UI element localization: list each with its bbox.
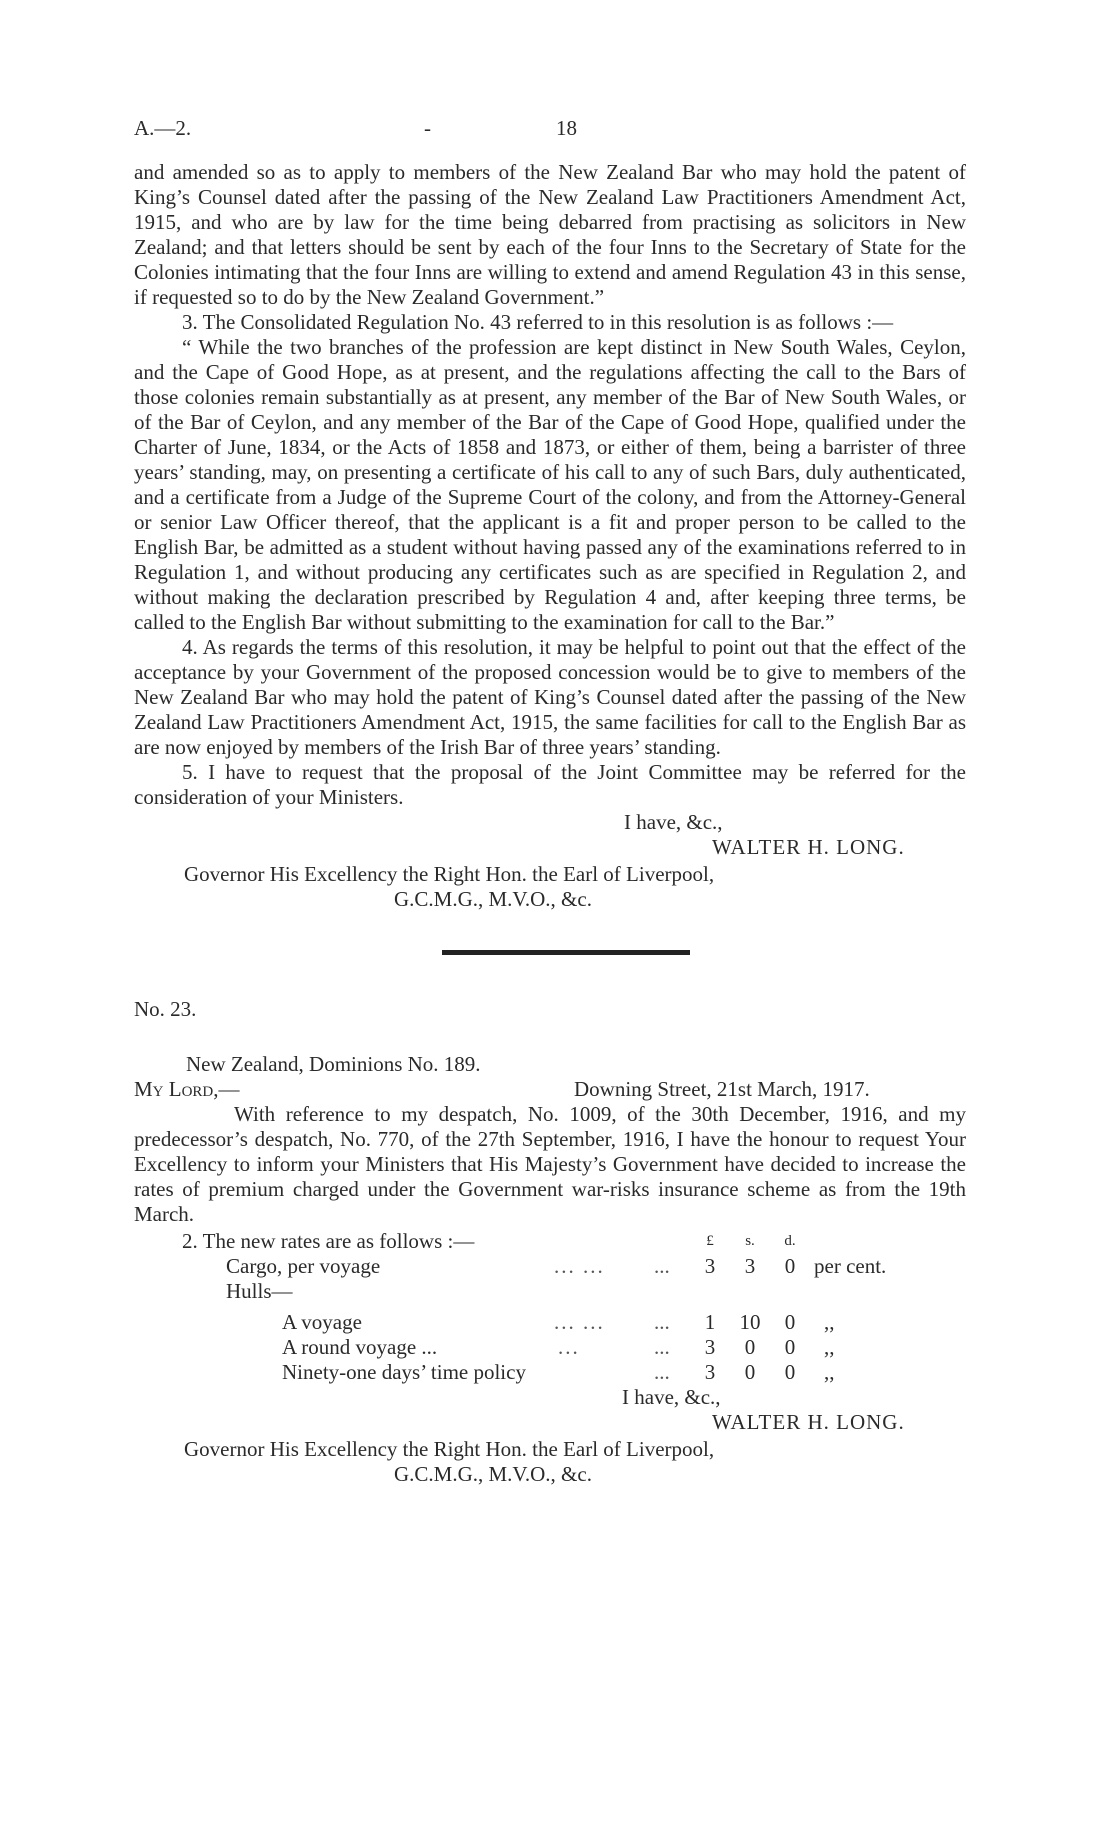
addressee-line-2: G.C.M.G., M.V.O., &c. xyxy=(394,887,592,911)
header-dash: - xyxy=(424,116,431,140)
addressee-line-1: Governor His Excellency the Right Hon. the Earl of Liverpool, xyxy=(184,862,715,886)
rate-pence: 0 xyxy=(784,1254,796,1278)
paragraph-5: 5. I have to request that the proposal of the Joint Committee may be referred for the consideration of your Ministers. xyxy=(134,760,966,809)
paragraph-3: 3. The Consolidated Regulation No. 43 referred to in this resolution is as follows :— xyxy=(182,310,894,334)
rate-pounds: 3 xyxy=(704,1360,716,1384)
pence-header: d. xyxy=(784,1233,796,1249)
page-header xyxy=(134,116,964,144)
rate-leader: ... xyxy=(654,1360,670,1384)
rate-unit: ,, xyxy=(824,1335,835,1359)
signature: WALTER H. LONG. xyxy=(712,835,905,859)
rate-row xyxy=(134,1254,966,1279)
rate-amount xyxy=(690,1310,810,1335)
addressee-line-2: G.C.M.G., M.V.O., &c. xyxy=(394,1462,592,1486)
rate-row xyxy=(134,1360,966,1385)
rate-dots: ... xyxy=(558,1335,580,1359)
rate-label: Cargo, per voyage xyxy=(226,1254,381,1278)
rate-label: Hulls— xyxy=(226,1279,293,1303)
document-number: No. 23. xyxy=(134,997,197,1021)
signature-block xyxy=(134,835,966,860)
shillings-header: s. xyxy=(745,1233,755,1249)
page-number: 18 xyxy=(556,116,577,140)
rate-pence: 0 xyxy=(784,1335,796,1359)
rate-row xyxy=(134,1335,966,1360)
rate-pounds: 3 xyxy=(704,1335,716,1359)
rate-row xyxy=(134,1310,966,1335)
continuation-paragraph: and amended so as to apply to members of the New Zealand Bar who may hold the patent of King’s Counsel dated after the passing of the New Zealand Law Practitioners Amendment Act, 1915, and who are by law for the time being debarred from practising as solicitors in New Zealand; and that letters should be sent by each of the four Inns to the Secretary of State for the Colonies intimating that the four Inns are willing to extend and amend Regulation 43 in this sense, if requested so to do by the New Zealand Government.” xyxy=(134,160,966,309)
rate-pounds: 3 xyxy=(704,1254,716,1278)
rate-unit: ,, xyxy=(824,1310,835,1334)
rate-leader: ... xyxy=(654,1254,670,1278)
rate-pence: 0 xyxy=(784,1360,796,1384)
rate-shillings: 0 xyxy=(744,1335,756,1359)
currency-headers xyxy=(690,1229,810,1254)
dominions-reference: New Zealand, Dominions No. 189. xyxy=(186,1052,481,1076)
regulation-quote: “ While the two branches of the profession are kept distinct in New South Wales, Ceylon, and the Cape of Good Hope, as at present, and the regulations affecting the call to the Bars of those colonies remain substantially as at present, any member of the Bar of New South Wales, or of the Bar of Ceylon, and any member of the Bar of the Cape of Good Hope, qualified under the Charter of June, 1834, or the Acts of 1858 and 1873, or either of them, being a barrister of three years’ standing, may, on presenting a certificate of his call to any of such Bars, duly authenticated, and a certificate from a Judge of the Supreme Court of the colony, and from the Attorney-General or senior Law Officer thereof, that the applicant is a fit and proper person to be called to the English Bar, be admitted as a student without having passed any of the examinations referred to in Regulation 1, and without producing any certificates such as are specified in Regulation 2, and without making the declaration prescribed by Regulation 4 and, after keeping three terms, be called to the English Bar without submitting to the examination for call to the Bar.” xyxy=(134,335,966,634)
rate-dots: ... ... xyxy=(554,1310,605,1334)
letter-paragraph-1: With reference to my despatch, No. 1009, of the 30th December, 1916, and my predecessor’s despatch, No. 770, of the 27th September, 1916, I have the honour to request Your Excellency to inform your Ministers that His Majesty’s Government have decided to increase the rates of premium charged under the Government war-risks insurance scheme as from the 19th March. xyxy=(134,1102,966,1226)
rate-pence: 0 xyxy=(784,1310,796,1334)
date-line: Downing Street, 21st March, 1917. xyxy=(574,1077,870,1101)
rate-unit: ,, xyxy=(824,1360,835,1384)
rate-pounds: 1 xyxy=(704,1310,716,1334)
rate-shillings: 0 xyxy=(744,1360,756,1384)
addressee-line-1: Governor His Excellency the Right Hon. the Earl of Liverpool, xyxy=(184,1437,715,1461)
rate-label: A round voyage ... xyxy=(282,1335,438,1359)
closing-line: I have, &c., xyxy=(624,810,723,834)
section-code: A.—2. xyxy=(134,116,192,140)
rate-unit: per cent. xyxy=(814,1254,887,1278)
signature: WALTER H. LONG. xyxy=(712,1410,905,1434)
rate-shillings: 3 xyxy=(744,1254,756,1278)
rate-amount xyxy=(690,1254,810,1279)
salutation: My Lord,— xyxy=(134,1077,240,1101)
section-divider xyxy=(442,950,690,955)
rate-amount xyxy=(690,1335,810,1360)
rate-amount xyxy=(690,1360,810,1385)
rate-label: A voyage xyxy=(282,1310,362,1334)
paragraph-4: 4. As regards the terms of this resolution, it may be helpful to point out that the effect of the acceptance by your Government of the proposed concession would be to give to members of the New Zealand Bar who may hold the patent of King’s Counsel dated after the passing of the New Zealand Law Practitioners Amendment Act, 1915, the same facilities for call to the English Bar as are now enjoyed by members of the Irish Bar of three years’ standing. xyxy=(134,635,966,759)
rate-dots: ... ... xyxy=(554,1254,605,1278)
rates-table xyxy=(134,1229,966,1385)
rate-leader: ... xyxy=(654,1335,670,1359)
rates-header xyxy=(134,1229,966,1254)
salutation-line xyxy=(134,1077,966,1102)
rates-intro: 2. The new rates are as follows :— xyxy=(182,1229,475,1253)
rate-label: Ninety-one days’ time policy xyxy=(282,1360,526,1384)
document-body xyxy=(134,160,966,1487)
rate-leader: ... xyxy=(654,1310,670,1334)
closing-line: I have, &c., xyxy=(622,1385,721,1409)
signature-block xyxy=(134,1410,966,1435)
rate-row xyxy=(134,1279,966,1304)
rate-shillings: 10 xyxy=(739,1310,761,1334)
pounds-header: £ xyxy=(706,1233,714,1249)
